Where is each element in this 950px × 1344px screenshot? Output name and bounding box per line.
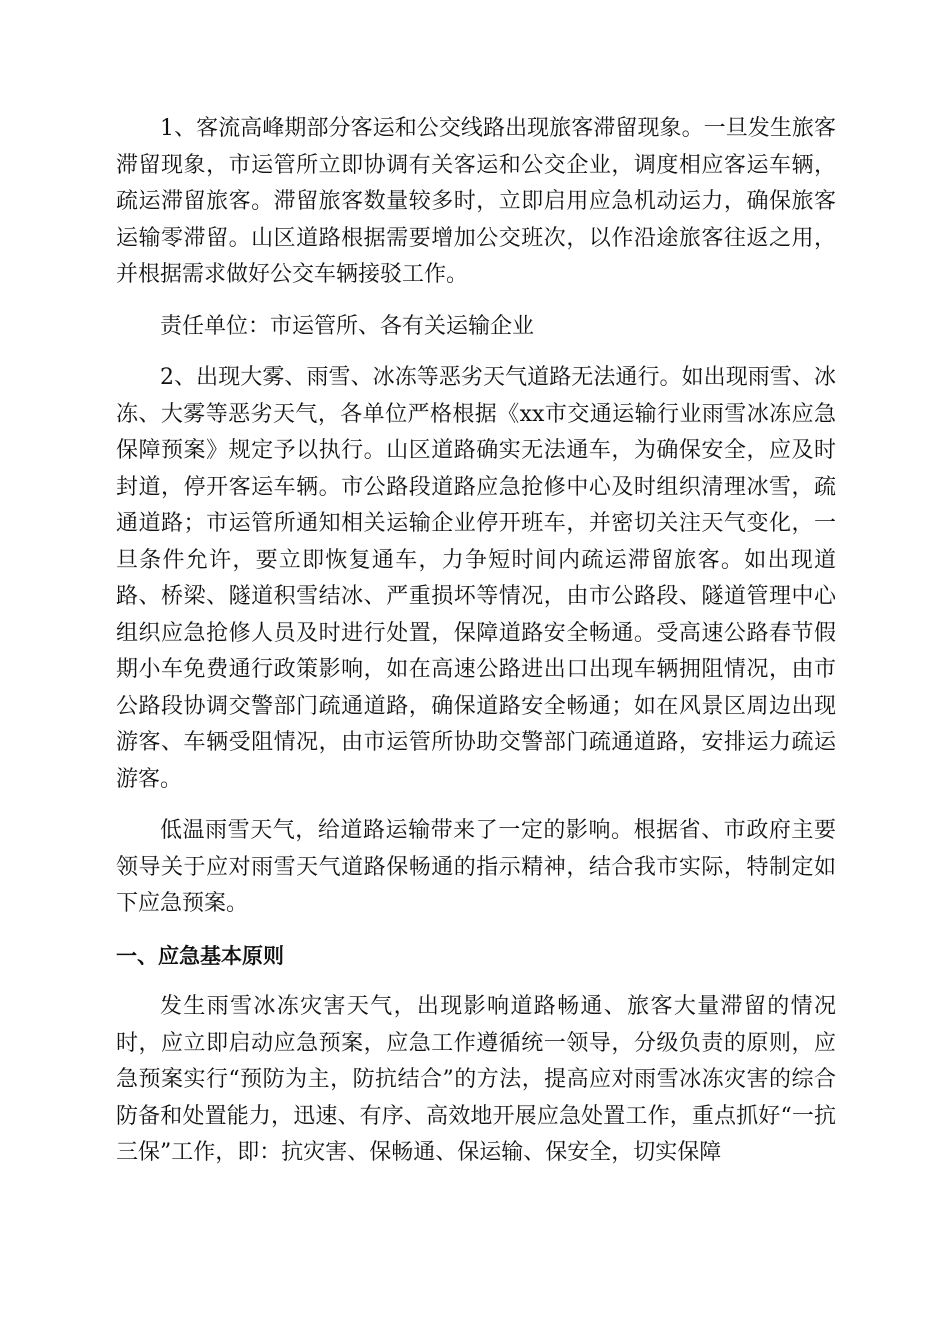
paragraph-passenger-stranding: 1、客流高峰期部分客运和公交线路出现旅客滞留现象。一旦发生旅客滞留现象，市运管所立即协调有关客运和公交企业，调度相应客运车辆，疏运滞留旅客。滞留旅客数量较多时，立即启用应急机动运力，确保旅客运输零滞留。山区道路根据需要增加公交班次，以作沿途旅客往返之用，并根据需求做好公交车辆接驳工作。 — [116, 116, 836, 287]
paragraph-principles: 发生雨雪冰冻灾害天气，出现影响道路畅通、旅客大量滞留的情况时，应立即启动应急预案，应急工作遵循统一领导，分级负责的原则，应急预案实行“预防为主，防抗结合”的方法，提高应对雨雪冰冻灾害的综合防备和处置能力，迅速、有序、高效地开展应急处置工作，重点抓好“一抗三保”工作，即：抗灾害、保畅通、保运输、保安全，切实保障 — [116, 994, 836, 1165]
paragraph-responsible-units: 责任单位：市运管所、各有关运输企业 — [160, 313, 535, 339]
paragraph-introduction: 低温雨雪天气，给道路运输带来了一定的影响。根据省、市政府主要领导关于应对雨雪天气道路保畅通的指示精神，结合我市实际，特制定如下应急预案。 — [116, 818, 836, 916]
section-heading-basic-principles: 一、应急基本原则 — [116, 943, 284, 968]
document-body — [116, 111, 836, 1172]
paragraph-bad-weather: 2、出现大雾、雨雪、冰冻等恶劣天气道路无法通行。如出现雨雪、冰冻、大雾等恶劣天气，各单位严格根据《xx市交通运输行业雨雪冰冻应急保障预案》规定予以执行。山区道路确实无法通车，为确保安全，应及时封道，停开客运车辆。市公路段道路应急抢修中心及时组织清理冰雪，疏通道路；市运管所通知相关运输企业停开班车，并密切关注天气变化，一旦条件允许，要立即恢复通车，力争短时间内疏运滞留旅客。如出现道路、桥梁、隧道积雪结冰、严重损坏等情况，由市公路段、隧道管理中心组织应急抢修人员及时进行处置，保障道路安全畅通。受高速公路春节假期小车免费通行政策影响，如在高速公路进出口出现车辆拥阻情况，由市公路段协调交警部门疏通道路，确保道路安全畅通；如在风景区周边出现游客、车辆受阻情况，由市运管所协助交警部门疏通道路，安排运力疏运游客。 — [116, 365, 836, 792]
